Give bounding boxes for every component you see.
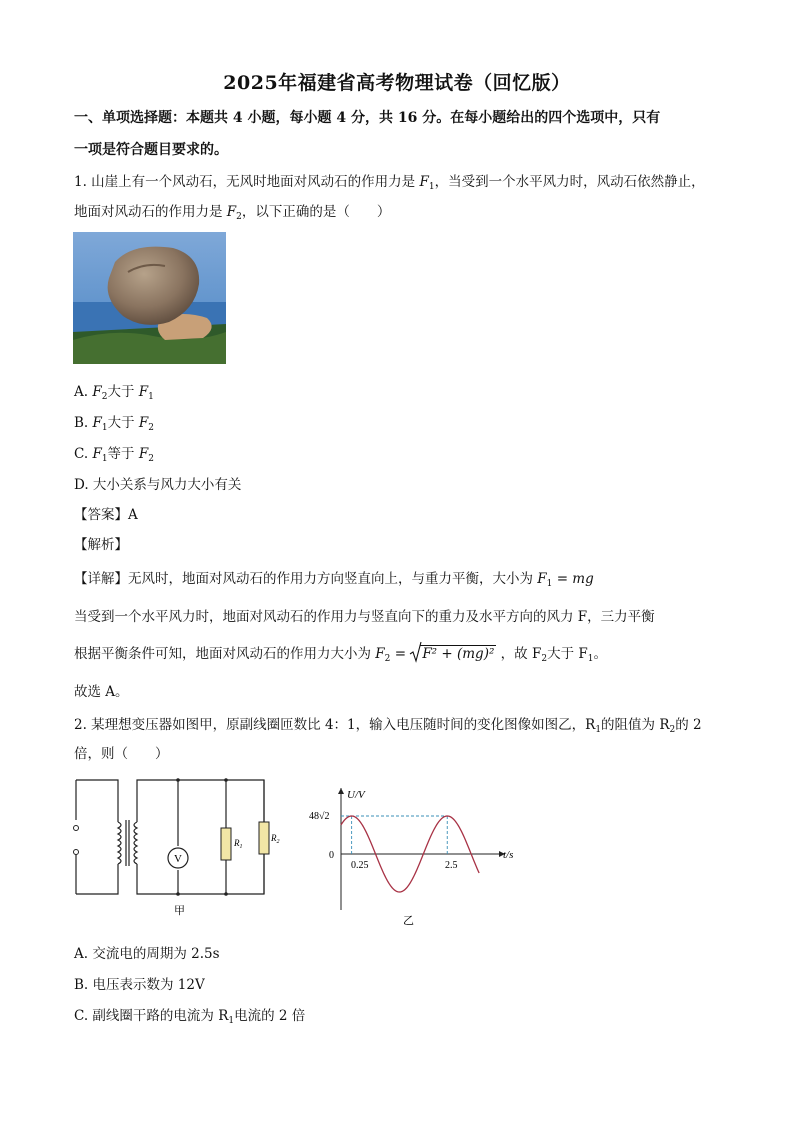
q2-option-a[interactable]: A. 交流电的周期为 2.5s bbox=[74, 946, 220, 962]
q2-option-c-text-a: C. 副线圈干路的电流为 R bbox=[74, 1008, 229, 1024]
q1-option-b-sub1: 1 bbox=[101, 423, 108, 433]
resistor-r2-icon bbox=[259, 822, 269, 854]
transformer-circuit-diagram bbox=[66, 772, 280, 918]
q1-detail3-text-b: ，故 F bbox=[500, 646, 542, 662]
resistor-r1-label: $R_1$ bbox=[234, 838, 243, 850]
q1-option-d[interactable]: D. 大小关系与风力大小有关 bbox=[74, 477, 242, 493]
q1-sub-2: 2 bbox=[236, 212, 242, 222]
q1-symbol-F1: F bbox=[419, 174, 429, 190]
q1-option-b-label: B. bbox=[74, 415, 93, 431]
input-terminal-top-icon bbox=[74, 826, 79, 831]
q1-symbol-F2: F bbox=[226, 204, 237, 220]
q2-stem-text-c: 的 2 bbox=[675, 717, 702, 733]
q1-option-b-F2: F bbox=[138, 415, 149, 431]
q1-option-a-sub2: 2 bbox=[101, 392, 108, 402]
q1-option-a-text: 大于 bbox=[107, 384, 139, 400]
q1-detail-F1: F bbox=[537, 571, 547, 587]
q1-answer: 【答案】A bbox=[74, 507, 138, 523]
graph-ytick-peak: 48√2 bbox=[309, 811, 330, 822]
q2-stem-text-a: 2. 某理想变压器如图甲，原副线圈匝数比 4：1，输入电压随时间的变化图像如图乙，R bbox=[74, 717, 596, 733]
q1-detail3-sub1b: 1 bbox=[587, 654, 594, 664]
u-axis-arrow-icon bbox=[338, 788, 344, 794]
graph-ylabel: U/V bbox=[347, 789, 365, 801]
q1-detail-sub1: 1 bbox=[546, 579, 553, 589]
q2-stem-sub-r1: 1 bbox=[595, 725, 602, 735]
q1-stem-text-a: 1. 山崖上有一个风动石，无风时地面对风动石的作用力是 bbox=[74, 174, 420, 190]
q1-option-c-label: C. bbox=[74, 446, 93, 462]
q1-detail-equation: = mg bbox=[556, 571, 594, 587]
q1-stem-text-c: 地面对风动石的作用力是 bbox=[74, 204, 227, 220]
q2-stem-text-b: 的阻值为 R bbox=[601, 717, 670, 733]
q2-stem-sub-r2: 2 bbox=[669, 725, 676, 735]
primary-coil-icon bbox=[118, 822, 121, 864]
figure-jia-label: 甲 bbox=[174, 905, 185, 917]
q1-detail3-text: 根据平衡条件可知，地面对风动石的作用力大小为 bbox=[74, 646, 376, 662]
q1-sqrt-radicand: F² + (mg)² bbox=[422, 646, 495, 662]
q1-option-b-F1: F bbox=[92, 415, 102, 431]
q2-option-c-text-b: 电流的 2 倍 bbox=[234, 1008, 306, 1024]
q1-option-b-text: 大于 bbox=[107, 415, 139, 431]
q1-option-c-text: 等于 bbox=[107, 446, 139, 462]
q2-option-b[interactable]: B. 电压表示数为 12V bbox=[74, 977, 205, 993]
q1-detail3-equals: = bbox=[394, 646, 407, 662]
q1-option-b-sub2: 2 bbox=[148, 423, 155, 433]
q1-conclusion: 故选 A。 bbox=[74, 684, 129, 700]
resistor-r2-label: $R_2$ bbox=[271, 833, 280, 845]
q1-option-a-label: A. bbox=[74, 384, 93, 400]
q1-option-c-sub2: 2 bbox=[148, 454, 154, 464]
q1-option-b[interactable] bbox=[74, 411, 154, 433]
sqrt-sign-icon bbox=[410, 641, 422, 663]
q1-option-a-F1: F bbox=[138, 384, 149, 400]
q1-option-c[interactable] bbox=[74, 442, 154, 464]
voltmeter-label: V bbox=[174, 853, 182, 865]
q1-detail3-text-d: 。 bbox=[593, 646, 607, 662]
resistor-r1-icon bbox=[221, 828, 231, 860]
wind-rock-image bbox=[73, 232, 226, 364]
q1-analysis-label: 【解析】 bbox=[74, 537, 128, 553]
q1-detail3-text-c: 大于 F bbox=[547, 646, 588, 662]
section-heading-line1: 一、单项选择题：本题共 4 小题，每小题 4 分，共 16 分。在每小题给出的四个选项中，只有 bbox=[74, 110, 661, 126]
q1-stem-line1 bbox=[74, 172, 705, 197]
graph-ytick-zero: 0 bbox=[329, 850, 334, 861]
q1-detail-line2: 当受到一个水平风力时，地面对风动石的作用力与竖直向下的重力及水平方向的风力 F，三力平衡 bbox=[74, 609, 655, 625]
q1-stem-line2 bbox=[74, 202, 390, 227]
figure-yi-label: 乙 bbox=[403, 915, 414, 927]
q1-detail3-sub2: 2 bbox=[384, 654, 391, 664]
voltage-time-graph bbox=[305, 782, 520, 930]
q1-sub-1: 1 bbox=[428, 182, 435, 192]
q1-detail3-sub2b: 2 bbox=[541, 654, 548, 664]
q1-option-a-F2: F bbox=[92, 384, 102, 400]
q1-detail-line3 bbox=[74, 644, 607, 669]
q2-option-c-sub: 1 bbox=[228, 1016, 235, 1026]
q2-stem-line2: 倍，则（ ） bbox=[74, 746, 169, 762]
q1-option-a-sub1: 1 bbox=[148, 392, 154, 402]
q1-option-c-F1: F bbox=[92, 446, 102, 462]
page-title: 2025年福建省高考物理试卷（回忆版） bbox=[223, 72, 571, 94]
q1-detail3-F2: F bbox=[375, 646, 385, 662]
input-terminal-bottom-icon bbox=[74, 850, 79, 855]
q1-stem-text-d: ，以下正确的是（ ） bbox=[241, 204, 391, 220]
q1-detail-line1 bbox=[74, 569, 594, 594]
q1-stem-text-b: ，当受到一个水平风力时，风动石依然静止， bbox=[434, 174, 705, 190]
graph-xlabel: t/s bbox=[503, 849, 514, 861]
q1-sqrt-expression bbox=[410, 644, 496, 664]
wind-rock-photo bbox=[73, 232, 226, 364]
graph-xtick-0-25: 0.25 bbox=[351, 860, 369, 871]
secondary-coil-icon bbox=[134, 822, 137, 864]
section-heading-line2: 一项是符合题目要求的。 bbox=[74, 142, 228, 158]
q2-option-c[interactable] bbox=[74, 1004, 305, 1026]
q1-detail-text: 【详解】无风时，地面对风动石的作用力方向竖直向上，与重力平衡，大小为 bbox=[74, 571, 538, 587]
q2-stem-line1 bbox=[74, 715, 702, 740]
q1-option-a[interactable] bbox=[74, 380, 154, 402]
q1-option-c-F2: F bbox=[138, 446, 149, 462]
q1-option-c-sub1: 1 bbox=[101, 454, 108, 464]
graph-xtick-2-5: 2.5 bbox=[445, 860, 458, 871]
